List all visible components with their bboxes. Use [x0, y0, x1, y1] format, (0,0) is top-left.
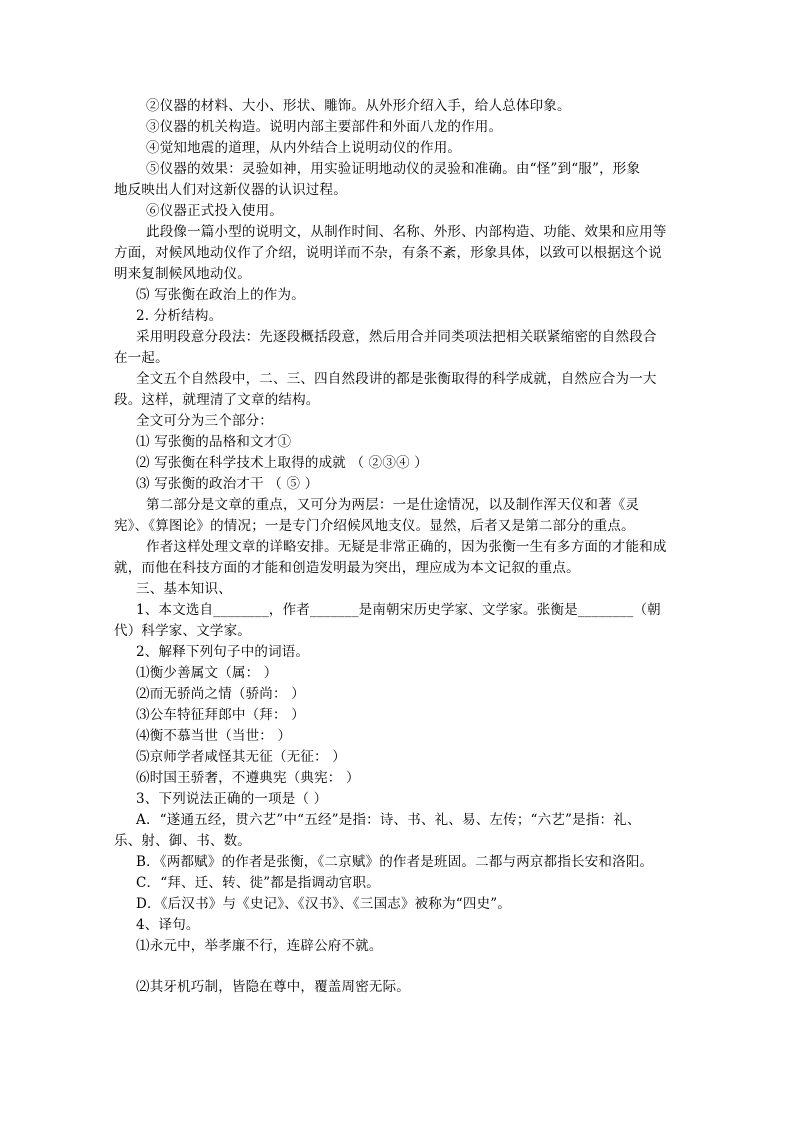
translation-item: ⑴永元中，举孝廉不行，连辟公府不就。 — [136, 938, 383, 954]
text-line: 采用明段意分段法：先逐段概括段意，然后用合并同类项法把相关联紧缩密的自然段合 — [136, 329, 657, 345]
text-line: 全文可分为三个部分： — [136, 413, 273, 429]
question-heading: 4、译句。 — [136, 917, 200, 933]
question-item: ⑵而无骄尚之情（骄尚： ） — [136, 686, 305, 702]
text-line: ③仪器的机关构造。说明内部主要部件和外面八龙的作用。 — [146, 119, 503, 135]
text-line: 此段像一篇小型的说明文，从制作时间、名称、外形、内部构造、功能、效果和应用等 — [146, 224, 667, 240]
text-line: 宪》、《算图论》的情况；一是专门介绍候风地支仪。显然，后者又是第二部分的重点。 — [114, 518, 635, 534]
question-item: ⑸京师学者咸怪其无征（无征： ） — [136, 749, 346, 765]
text-line: 段。这样，就理清了文章的结构。 — [114, 392, 320, 408]
text-line: ⑵ 写张衡在科学技术上取得的成就 （ ②③④ ） — [136, 455, 428, 471]
text-line: ⑥仪器正式投入使用。 — [146, 203, 283, 219]
section-heading: 三、基本知识、 — [136, 581, 232, 597]
text-line: 2. 分析结构。 — [136, 308, 223, 324]
text-line: 明来复制候风地动仪。 — [114, 266, 251, 282]
document-page — [114, 96, 684, 998]
text-line: ⑶ 写张衡的政治才干 （ ⑤ ） — [136, 476, 319, 492]
translation-item: ⑵其牙机巧制，皆隐在尊中，覆盖周密无际。 — [136, 979, 410, 995]
question-item: ⑷衡不慕当世（当世： ） — [136, 728, 292, 744]
text-line: 作者这样处理文章的详略安排。无疑是非常正确的，因为张衡一生有多方面的才能和成 — [146, 539, 667, 555]
question-item: ⑴衡少善属文（属： ） — [136, 665, 278, 681]
text-line: 第二部分是文章的重点，又可分为两层：一是仕途情况，以及制作浑天仪和著《灵 — [146, 497, 640, 513]
question-item: ⑹时国王骄奢，不遵典宪（典宪： ） — [136, 770, 360, 786]
text-line: ④觉知地震的道理，从内外结合上说明动仪的作用。 — [146, 140, 462, 156]
option-a: A．“遂通五经，贯六艺”中“五经”是指：诗、书、礼、易、左传；“六艺”是指：礼、 — [136, 812, 641, 828]
text-line: 全文五个自然段中，二、三、四自然段讲的都是张衡取得的科学成就，自然应合为一大 — [136, 371, 657, 387]
text-line: 代）科学家、文学家。 — [114, 623, 251, 639]
text-line: 地反映出人们对这新仪器的认识过程。 — [114, 182, 347, 198]
option-d: D．《后汉书》与《史记》、《汉书》、《三国志》被称为“四史”。 — [136, 896, 512, 912]
text-line: 方面，对候风地动仪作了介绍，说明详而不杂，有条不紊，形象具体，以致可以根据这个说 — [114, 245, 662, 261]
question-heading: 2、解释下列句子中的词语。 — [136, 644, 310, 660]
option-c: C．“拜、迁、转、徙”都是指调动官职。 — [136, 875, 380, 891]
text-line: ⑸ 写张衡在政治上的作为。 — [136, 287, 305, 303]
question-heading: 3、下列说法正确的一项是（ ） — [136, 791, 328, 807]
text-line: ⑤仪器的效果：灵验如神，用实验证明地动仪的灵验和准确。由“怪”到“服”，形象 — [146, 161, 641, 177]
text-line: 在一起。 — [114, 350, 169, 366]
option-a-continued: 乐、射、御、书、数。 — [114, 833, 251, 849]
text-line: 1、本文选自________，作者_______是南朝宋历史学家、文学家。张衡是________（朝 — [136, 602, 661, 618]
text-line: 就，而他在科技方面的才能和创造发明最为突出，理应成为本文记叙的重点。 — [114, 560, 580, 576]
question-item: ⑶公车特征拜郎中（拜： ） — [136, 707, 305, 723]
option-b: B．《两都赋》的作者是张衡，《二京赋》的作者是班固。二都与两京都指长安和洛阳。 — [136, 854, 654, 870]
text-line: ⑴ 写张衡的品格和文才① — [136, 434, 292, 450]
text-line: ②仪器的材料、大小、形状、雕饰。从外形介绍入手，给人总体印象。 — [146, 98, 571, 114]
